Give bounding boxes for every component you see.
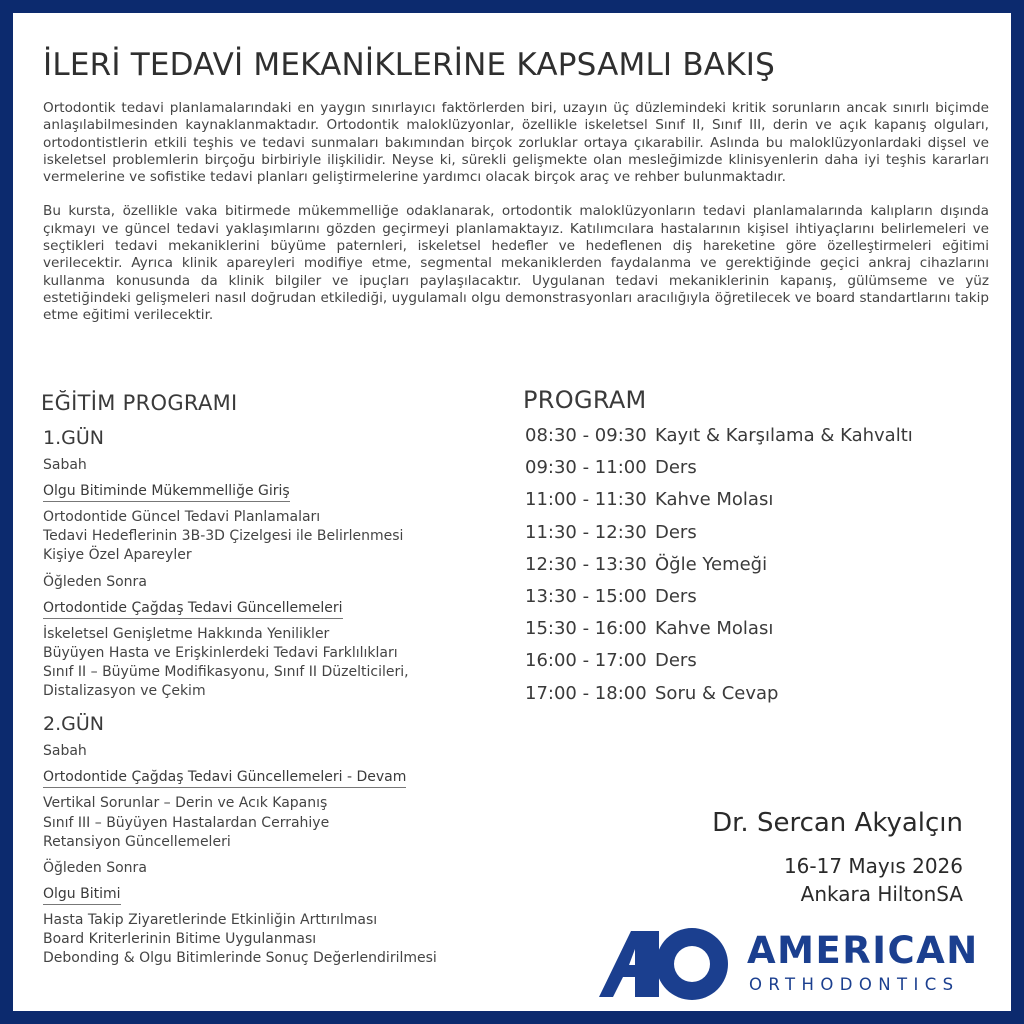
- logo-word-orthodontics: ORTHODONTICS: [749, 975, 960, 994]
- education-title: EĞİTİM PROGRAMI: [41, 391, 238, 415]
- schedule-time: 12:30 - 13:30: [525, 553, 647, 575]
- schedule-label: Soru & Cevap: [655, 682, 779, 704]
- schedule-label: Ders: [655, 650, 697, 672]
- list-item: Ortodontide Güncel Tedavi Planlamaları: [43, 509, 321, 525]
- schedule-time: 16:00 - 17:00: [525, 650, 647, 672]
- schedule-time: 11:30 - 12:30: [525, 521, 647, 543]
- schedule-row: [523, 484, 993, 516]
- american-orthodontics-logo: [597, 925, 991, 1003]
- day2-afternoon-list: [43, 911, 501, 969]
- day1-morning-subhead: Olgu Bitiminde Mükemmelliğe Giriş: [43, 483, 290, 502]
- ao-mark-icon: [597, 925, 737, 1003]
- schedule-time: 17:00 - 18:00: [525, 682, 647, 704]
- day2-afternoon-subhead: Olgu Bitimi: [43, 886, 121, 905]
- schedule-label: Ders: [655, 585, 697, 607]
- schedule-row: [523, 549, 993, 581]
- list-item: Board Kriterlerinin Bitime Uygulanması: [43, 931, 317, 948]
- day1-afternoon-label: Öğleden Sonra: [43, 573, 147, 590]
- day2-morning-subhead: Ortodontide Çağdaş Tedavi Güncellemeleri - Devam: [43, 769, 406, 788]
- schedule-row: [523, 517, 993, 549]
- schedule-time: 08:30 - 09:30: [525, 425, 647, 446]
- day1-morning-list: [43, 508, 501, 566]
- day2-title: 2.GÜN: [43, 713, 104, 736]
- schedule-time: 15:30 - 16:00: [525, 618, 647, 640]
- schedule-label: Kayıt & Karşılama & Kahvaltı: [655, 425, 913, 446]
- schedule-time: 13:30 - 15:00: [525, 585, 647, 607]
- schedule: [523, 386, 993, 710]
- schedule-label: Kahve Molası: [655, 489, 774, 511]
- schedule-row: [523, 452, 993, 484]
- day1-title: 1.GÜN: [43, 427, 104, 449]
- schedule-row: [523, 581, 993, 613]
- intro-paragraph: Bu kursta, özellikle vaka bitirmede mükemmelliğe odaklanarak, ortodontik maloklüzyonların tedavi planlamalarında kalıpların dışında çıkmayı ve güncel tedavi yaklaşımlarını gözden geçirmeyi planlamaktayız. Katılımcılara hastalarının kişisel ihtiyaçlarını belirlemeleri ve seçtikleri tedavi mekaniklerini büyüme paternleri, iskeletsel hedefler ve hedeflenen diş hareketine göre özelleştirmeleri eğitimi verilecektir. Ayrıca klinik apareyleri modifiye etme, segmental mekaniklerden faydalanma ve gerektiğinde geçici ankraj cihazlarını kullanma konusunda da klinik bilgiler ve ipuçları paylaşılacaktır. Uygulanan tedavi mekaniklerinin kapanış, gülümseme ve yüz estetiğindeki gelişmeleri nasıl doğrudan etkilediği, uygulamalı olgu demonstrasyonları aracılığıyla öğretilecek ve board standartlarını takip etme eğitimi verilecektir.: [43, 203, 989, 324]
- list-item: Debonding & Olgu Bitimlerinde Sonuç Değerlendirilmesi: [43, 950, 437, 967]
- event-dates: 16-17 Mayıs 2026: [783, 854, 963, 878]
- list-item: Kişiye Özel Apareyler: [43, 547, 192, 564]
- day2-morning-list: [43, 794, 501, 852]
- list-item: Sınıf III – Büyüyen Hastalardan Cerrahiye: [43, 814, 330, 831]
- schedule-label: Ders: [655, 457, 697, 479]
- schedule-row: [523, 420, 993, 452]
- page-title: İLERİ TEDAVİ MEKANİKLERİNE KAPSAMLI BAKIŞ: [43, 47, 775, 83]
- day1-afternoon-subhead: Ortodontide Çağdaş Tedavi Güncellemeleri: [43, 600, 343, 619]
- education-program: [41, 391, 501, 969]
- list-item: Retansiyon Güncellemeleri: [43, 833, 231, 850]
- schedule-time: 11:00 - 11:30: [525, 489, 647, 511]
- list-item: Büyüyen Hasta ve Erişkinlerdeki Tedavi Farklılıkları: [43, 644, 398, 661]
- program-title: PROGRAM: [523, 386, 647, 414]
- day2-afternoon-label: Öğleden Sonra: [43, 860, 147, 877]
- list-item: Vertikal Sorunlar – Derin ve Acık Kapanış: [43, 795, 328, 812]
- list-item: Tedavi Hedeflerinin 3B-3D Çizelgesi ile Belirlenmesi: [43, 528, 404, 545]
- schedule-label: Ders: [655, 521, 697, 543]
- list-item: Sınıf II – Büyüme Modifikasyonu, Sınıf II Düzelticileri,: [43, 664, 409, 681]
- schedule-row: [523, 645, 993, 677]
- schedule-label: Öğle Yemeği: [655, 553, 768, 575]
- intro-text: [43, 100, 989, 342]
- schedule-row: [523, 613, 993, 645]
- schedule-row: [523, 678, 993, 710]
- event-venue: Ankara HiltonSA: [800, 882, 963, 906]
- logo-word-american: AMERICAN: [747, 929, 979, 972]
- list-item: Hasta Takip Ziyaretlerinde Etkinliğin Arttırılması: [43, 912, 378, 929]
- intro-paragraph: Ortodontik tedavi planlamalarındaki en yaygın sınırlayıcı faktörlerden biri, uzayın üç düzlemindeki kritik sorunların ancak sınırlı biçimde anlaşılabilmesinden kaynaklanmaktadır. Ortodontik maloklüzyonlar, özellikle iskeletsel Sınıf II, Sınıf III, derin ve açık kapanış olguları, ortodontistlerin etkili teşhis ve tedavi sunmaları bakımından birçok zorluklar ortaya çıkarabilir. Aslında bu maloklüzyonlardaki dişsel ve iskeletsel problemlerin birçoğu birbiriyle ilişkilidir. Neyse ki, sürekli gelişmekte olan mesleğimizde klinisyenlerin daha iyi teşhis kararları vermelerine ve sofistike tedavi planları geliştirmelerine yardımcı olacak birçok araç ve rehber bulunmaktadır.: [43, 100, 989, 186]
- list-item: Distalizasyon ve Çekim: [43, 683, 206, 700]
- day1-afternoon-list: [43, 625, 501, 702]
- speaker-name: Dr. Sercan Akyalçın: [712, 808, 963, 838]
- schedule-label: Kahve Molası: [655, 618, 774, 640]
- schedule-list: [523, 420, 993, 710]
- speaker-block: [712, 808, 963, 906]
- list-item: İskeletsel Genişletme Hakkında Yenilikler: [43, 625, 330, 642]
- day2-morning-label: Sabah: [43, 743, 87, 760]
- day1-morning-label: Sabah: [43, 457, 87, 473]
- schedule-time: 09:30 - 11:00: [525, 457, 647, 479]
